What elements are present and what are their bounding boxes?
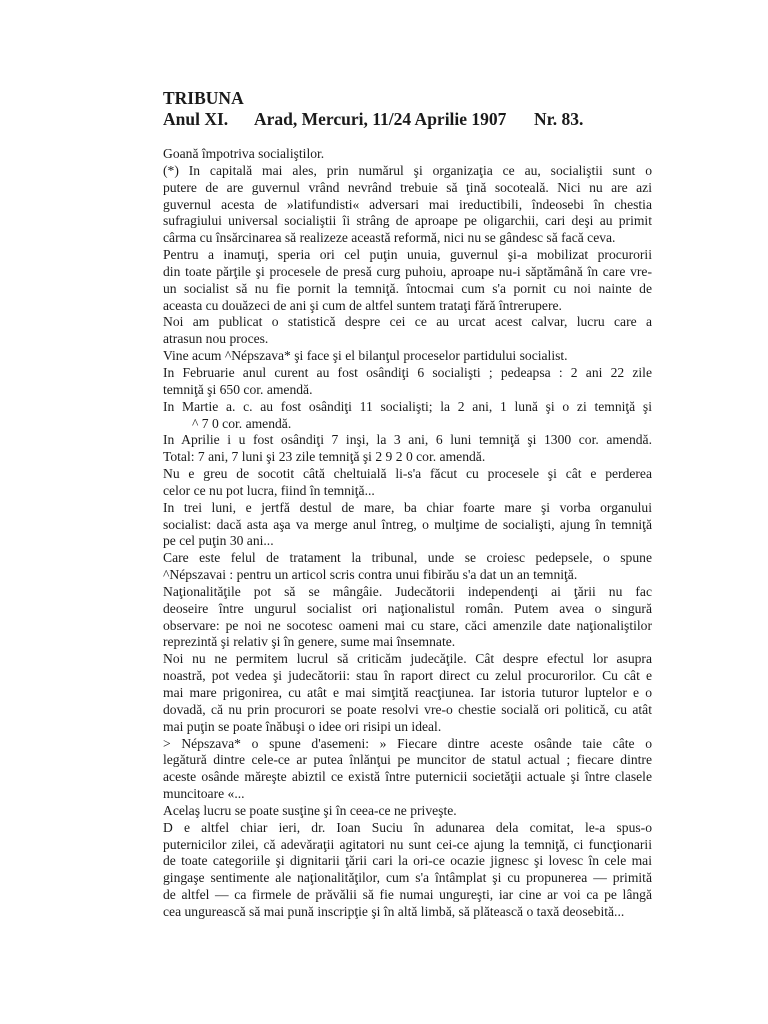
text-line: putere de are guvernul vrând nevrând trebuie să ţină socoteală. Nici nu are azi: [163, 179, 652, 195]
text-line: mai puţin se poate înăbuşi o idee ori risipi un ideal.: [163, 718, 442, 734]
paragraph: [134, 163, 652, 247]
paragraph: [134, 348, 652, 365]
text-line: guvernul acesta de »latifundisti« adversari mai ireductibili, îndeosebi în chestia: [163, 196, 652, 212]
text-line: un socialist să nu fie pornit la temniţă. întocmai cum s'a pornit cu noi nainte de: [163, 280, 652, 296]
text-line: socialist: dacă asta aşa va merge anul întreg, o mulţime de socialişti, ajung în temniţă: [163, 516, 652, 532]
text-line: deoseire între ungurul socialist ori naţionalistul român. Putem avea o singură: [163, 600, 652, 616]
paragraph: [134, 399, 652, 433]
paragraph: [134, 550, 652, 584]
issue-place-date: Arad, Mercuri, 11/24 Aprilie 1907: [254, 109, 507, 129]
text-line: pe cel puţin 30 ani...: [163, 533, 274, 549]
text-line: de toate categoriile şi dignitarii ţării cari la ori-ce ocazie jignesc şi lovesc în cele mai: [163, 853, 652, 869]
paragraph: [134, 247, 652, 314]
text-line: aceasta cu douăzeci de ani şi cum de altfel suntem trataţi fără întrerupere.: [163, 297, 562, 313]
text-line: celor ce nu pot lucra, fiind în temniţă...: [163, 482, 375, 498]
text-line: In trei luni, e jertfă destul de mare, ba chiar foarte mare şi vorba organului: [163, 499, 652, 515]
issue-year: Anul XI.: [163, 109, 229, 129]
text-line: noastră, pot vedea şi judecătorii: stau în raport direct cu zelul procurorilor. Cu cât e: [163, 668, 652, 684]
issue-number: Nr. 83.: [534, 109, 584, 129]
text-line: In Februarie anul curent au fost osândiţi 6 socialişti ; pedeapsa : 2 ani 22 zile: [163, 364, 652, 380]
paragraph: [134, 736, 652, 803]
masthead: [163, 88, 583, 129]
text-line: D e altfel chiar ieri, dr. Ioan Suciu în adunarea dela comitat, le-a spus-o: [163, 819, 652, 835]
text-line: In Aprilie i u fost osândiţi 7 inşi, la 3 ani, 6 luni temniţă şi 1300 cor. amendă.: [163, 432, 652, 448]
paragraph: [134, 803, 652, 820]
paragraph: [134, 365, 652, 399]
text-line: Total: 7 ani, 7 luni şi 23 zile temniţă şi 2 9 2 0 cor. amendă.: [163, 449, 486, 465]
text-line: mai mare prigonirea, cu atât e mai simţită reacţiunea. Iar istoria tuturor luptelor e o: [163, 685, 652, 700]
article-body: [134, 146, 652, 921]
text-line: Noi nu ne permitem lucrul să criticăm judecăţile. Cât despre efectul lor asupra: [163, 651, 652, 667]
paragraph: [134, 584, 652, 651]
text-line: reprezintă şi relativ şi în genere, sume mai însemnate.: [163, 634, 456, 650]
article-title: Goană împotriva socialiştilor.: [163, 146, 325, 161]
text-line: din toate părţile şi procesele de presă curg puhoiu, aproape nu-i săptămână în care vre-: [163, 263, 652, 279]
text-line: dovadă, că nu prin procurori se poate resolvi vre-o chestie socială ori politică, cu atât: [163, 701, 652, 717]
text-line: > Népszava* o spune d'asemeni: » Fiecare dintre aceste osânde taie câte o: [163, 735, 652, 751]
paragraph: [134, 314, 652, 348]
text-line: Naţionalităţile pot să se mângâie. Judecătorii independenţi ai ţării nu fac: [163, 583, 652, 599]
text-line: sufragiului universal socialiştii îi strâng de aproape pe oligarchii, cari deşi au primit: [163, 213, 652, 229]
text-line: aceste osânde măreşte abiztil ce există între puternicii societăţii actuale şi între clasele: [163, 769, 652, 785]
text-line: puternicilor zilei, că adevăraţii agitatori nu sunt cei-ce ajung la temniţă, ci funcţionarii: [163, 836, 652, 852]
paragraph: [134, 651, 652, 735]
text-line: de altfel — ca firmele de prăvălii să fie numai ungureşti, iar cine ar voi ca pe lângă: [163, 887, 652, 903]
paragraph: [134, 820, 652, 921]
text-line: legătură dintre cele-ce ar putea înlănţui pe muncitor de statul actual ; fiecare dintre: [163, 752, 652, 768]
text-line: observare: pe noi ne socotesc oameni mai cu stare, căci amenzile date naţionaliştilor: [163, 617, 652, 633]
text-line: cea ungurească să mai pună inscripţie şi în altă limbă, să plătească o taxă deosebită...: [163, 903, 625, 919]
paragraph: [134, 432, 652, 466]
issue-line: [163, 109, 583, 129]
text-line: cârma cu însărcinarea să realizeze această reformă, nici nu se gândesc să facă ceva.: [163, 230, 616, 246]
text-line: ^Népszavai : pentru un articol scris contra unui fibirău s'a dat un an temniţă.: [163, 567, 578, 583]
text-line: atrasun nou proces.: [163, 331, 269, 347]
paragraph: [134, 466, 652, 500]
text-line: Acelaş lucru se poate susţine şi în ceea-ce ne priveşte.: [163, 802, 457, 818]
text-line: (*) In capitală mai ales, prin numărul şi organizaţia ce au, socialiştii sunt o: [163, 162, 652, 178]
text-line: Nu e greu de socotit câtă cheltuială li-s'a făcut cu procesele şi cât e perderea: [163, 466, 652, 482]
paragraph: [134, 500, 652, 551]
text-line: Vine acum ^Népszava* şi face şi el bilanţul proceselor partidului socialist.: [163, 348, 568, 364]
text-line: Noi am publicat o statistică despre cei ce au urcat acest calvar, lucru care a: [163, 314, 652, 330]
text-line: Care este felul de tratament la tribunal, unde se croiesc pedepsele, o spune: [163, 550, 652, 566]
newspaper-name: TRIBUNA: [163, 88, 244, 108]
text-line: temniţă şi 650 cor. amendă.: [163, 381, 313, 397]
text-line: Pentru a inamuţi, speria ori cel puţin unuia, guvernul şi-a mobilizat procurorii: [163, 247, 652, 263]
text-line: ^ 7 0 cor. amendă.: [192, 415, 292, 431]
text-line: muncitoare «...: [163, 786, 245, 802]
text-line: In Martie a. c. au fost osândiţi 11 socialişti; la 2 ani, 1 lună şi o zi temniţă şi: [163, 398, 652, 414]
text-line: gingaşe sentimente ale naţionalităţilor, cum s'a întâmplat şi cu propunerea — primită: [163, 870, 652, 886]
